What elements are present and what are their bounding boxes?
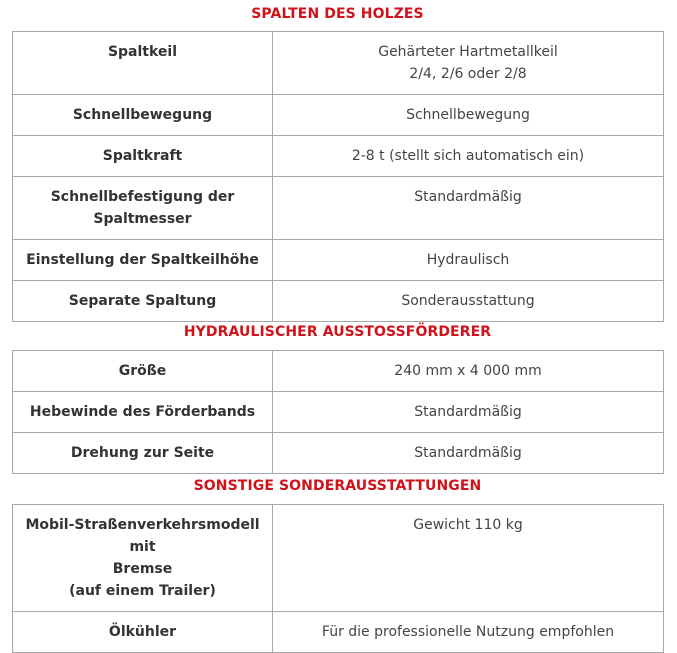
row-value: 2-8 t (stellt sich automatisch ein) bbox=[273, 136, 664, 177]
row-label: Hebewinde des Förderbands bbox=[13, 392, 273, 433]
row-value: Standardmäßig bbox=[273, 392, 664, 433]
table-row bbox=[13, 240, 664, 281]
section-title-sonderausstattungen: SONSTIGE SONDERAUSSTATTUNGEN bbox=[193, 478, 482, 494]
table-row bbox=[13, 351, 664, 392]
spec-table-spalten bbox=[12, 31, 664, 322]
row-label: Separate Spaltung bbox=[13, 281, 273, 322]
row-label: Schnellbewegung bbox=[13, 95, 273, 136]
table-row bbox=[13, 505, 664, 612]
row-label: Spaltkeil bbox=[13, 32, 273, 95]
row-value: Schnellbewegung bbox=[273, 95, 664, 136]
table-row bbox=[13, 177, 664, 240]
table-row bbox=[13, 392, 664, 433]
row-value: Für die professionelle Nutzung empfohlen bbox=[273, 612, 664, 653]
row-value: Sonderausstattung bbox=[273, 281, 664, 322]
row-value: 240 mm x 4 000 mm bbox=[273, 351, 664, 392]
row-value: Gewicht 110 kg bbox=[273, 505, 664, 612]
section-title-spalten: SPALTEN DES HOLZES bbox=[251, 6, 424, 22]
row-value: Hydraulisch bbox=[273, 240, 664, 281]
row-label: Spaltkraft bbox=[13, 136, 273, 177]
spec-table-ausstossfoerderer bbox=[12, 350, 664, 474]
table-row bbox=[13, 433, 664, 474]
table-row bbox=[13, 136, 664, 177]
row-value: Standardmäßig bbox=[273, 177, 664, 240]
section-title-ausstossfoerderer: HYDRAULISCHER AUSSTOSSFÖRDERER bbox=[183, 324, 492, 340]
table-row bbox=[13, 32, 664, 95]
row-value: Gehärteter Hartmetallkeil 2/4, 2/6 oder 2/8 bbox=[273, 32, 664, 95]
table-row bbox=[13, 281, 664, 322]
table-row bbox=[13, 612, 664, 653]
row-value: Standardmäßig bbox=[273, 433, 664, 474]
table-row bbox=[13, 95, 664, 136]
row-label: Schnellbefestigung der Spaltmesser bbox=[13, 177, 273, 240]
row-label: Einstellung der Spaltkeilhöhe bbox=[13, 240, 273, 281]
row-label: Ölkühler bbox=[13, 612, 273, 653]
spec-table-sonderausstattungen bbox=[12, 504, 664, 653]
row-label: Drehung zur Seite bbox=[13, 433, 273, 474]
row-label: Mobil-Straßenverkehrsmodell mit Bremse (auf einem Trailer) bbox=[13, 505, 273, 612]
row-label: Größe bbox=[13, 351, 273, 392]
